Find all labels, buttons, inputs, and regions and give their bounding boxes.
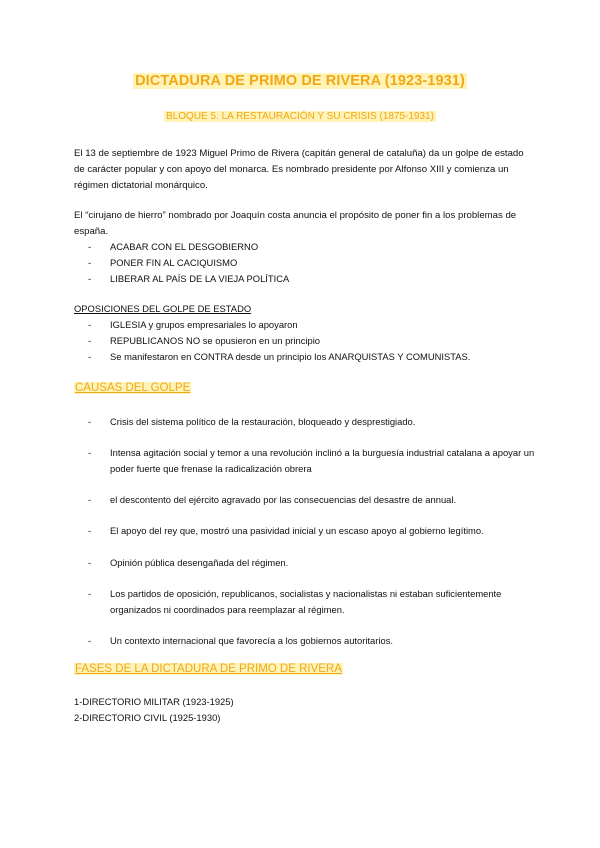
list-item: - Intensa agitación social y temor a una revolución inclinó a la burguesía industrial catalana a apoyar un poder fuerte que frenase la radicalización obrera <box>88 447 535 474</box>
document-title: DICTADURA DE PRIMO DE RIVERA (1923-1931) <box>135 73 465 89</box>
fases-heading: FASES DE LA DICTADURA DE PRIMO DE RIVERA <box>75 663 342 675</box>
fase-item: 1-DIRECTORIO MILITAR (1923-1925) <box>74 696 234 707</box>
list-item: - el descontento del ejército agravado por las consecuencias del desastre de annual. <box>88 494 457 505</box>
list-item: - Crisis del sistema político de la restauración, bloqueado y desprestigiado. <box>88 416 416 427</box>
list-item: - REPUBLICANOS NO se opusieron en un principio <box>88 335 320 346</box>
document-subtitle: BLOQUE 5. LA RESTAURACIÓN Y SU CRISIS (1875-1931) <box>166 111 434 122</box>
list-item: - El apoyo del rey que, mostró una pasividad inicial y un escaso apoyo al gobierno legítimo. <box>88 525 484 536</box>
goals-list <box>88 239 289 287</box>
fase-item: 2-DIRECTORIO CIVIL (1925-1930) <box>74 712 221 723</box>
list-item: - LIBERAR AL PAÍS DE LA VIEJA POLÍTICA <box>88 273 290 284</box>
list-item: - ACABAR CON EL DESGOBIERNO <box>88 241 259 252</box>
intro-paragraph: El 13 de septiembre de 1923 Miguel Primo de Rivera (capitán general de cataluña) da un golpe de estado de carácter popular y con apoyo del monarca. Es nombrado presidente por Alfonso XIII y comienza un régimen dictatorial monárquico. <box>74 148 524 191</box>
causas-heading: CAUSAS DEL GOLPE <box>75 382 191 394</box>
list-item: - Un contexto internacional que favorecía a los gobiernos autoritarios. <box>88 635 393 646</box>
list-item: - Opinión pública desengañada del régimen. <box>88 557 289 568</box>
cirujano-paragraph: El “cirujano de hierro” nombrado por Joaquín costa anuncia el propósito de poner fin a los problemas de españa. <box>74 210 517 237</box>
list-item: - PONER FIN AL CACIQUISMO <box>88 257 238 268</box>
list-item: - IGLESIA y grupos empresariales lo apoyaron <box>88 319 298 330</box>
list-item: - Se manifestaron en CONTRA desde un principio los ANARQUISTAS Y COMUNISTAS. <box>88 351 471 362</box>
oposiciones-list <box>88 317 470 365</box>
list-item: - Los partidos de oposición, republicanos, socialistas y nacionalistas ni estaban suficientemente organizados ni coordinados para reemplazar al régimen. <box>88 588 502 615</box>
oposiciones-heading: OPOSICIONES DEL GOLPE DE ESTADO <box>74 303 252 314</box>
